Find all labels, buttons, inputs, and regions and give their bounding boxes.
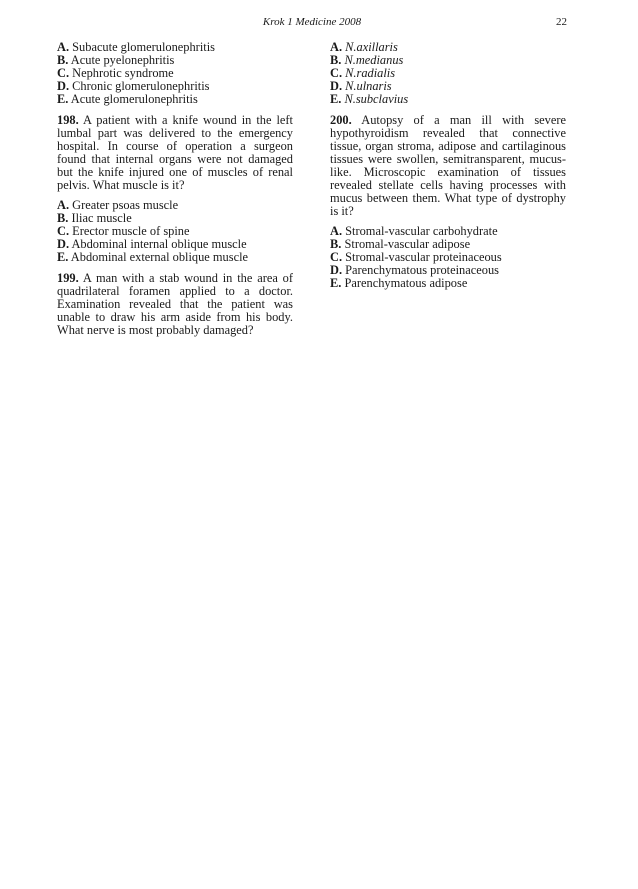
option-letter: B.	[57, 53, 69, 67]
option-letter: D.	[330, 263, 343, 277]
option-text: Erector muscle of spine	[72, 224, 190, 238]
q200-options	[330, 225, 566, 290]
option-text: Parenchymatous adipose	[344, 276, 468, 290]
option-text: N.ulnaris	[345, 79, 392, 93]
option-letter: E.	[57, 250, 69, 264]
option-e	[57, 93, 293, 106]
option-text: Acute glomerulonephritis	[70, 92, 198, 106]
option-e	[57, 251, 293, 264]
option-letter: D.	[330, 79, 343, 93]
option-text: Abdominal internal oblique muscle	[71, 237, 247, 251]
option-text: Nephrotic syndrome	[72, 66, 174, 80]
option-letter: B.	[330, 237, 342, 251]
option-text: Abdominal external oblique muscle	[70, 250, 249, 264]
option-letter: E.	[330, 276, 342, 290]
question-199	[57, 272, 293, 337]
option-letter: A.	[57, 40, 70, 54]
option-text: Greater psoas muscle	[72, 198, 179, 212]
option-letter: E.	[57, 92, 69, 106]
question-text: A patient with a knife wound in the left lumbal part was delivered to the emergency hospital. In course of operation a surgeon found that internal organs were not damaged but the knife injured one of muscles of renal pelvis. What muscle is it?	[57, 113, 294, 192]
option-letter: B.	[330, 53, 342, 67]
question-200	[330, 114, 566, 218]
question-number: 200.	[330, 113, 352, 127]
option-letter: E.	[330, 92, 342, 106]
question-text: A man with a stab wound in the area of quadrilateral foramen applied to a doctor. Examination revealed that the patient was unable to draw his arm aside from his body. What nerve is most probably damaged?	[57, 271, 293, 337]
option-letter: D.	[57, 237, 70, 251]
left-column	[57, 41, 293, 344]
question-number: 198.	[57, 113, 79, 127]
right-column	[330, 41, 566, 290]
option-letter: C.	[57, 66, 70, 80]
option-text: Chronic glomerulonephritis	[72, 79, 210, 93]
option-e	[330, 277, 566, 290]
option-letter: A.	[330, 40, 343, 54]
option-text: Iliac muscle	[71, 211, 132, 225]
option-text: Acute pyelonephritis	[70, 53, 175, 67]
option-text: N.radialis	[345, 66, 396, 80]
option-text: Subacute glomerulonephritis	[72, 40, 215, 54]
q197-options	[57, 41, 293, 106]
option-text: N.medianus	[344, 53, 404, 67]
option-text: Stromal-vascular adipose	[344, 237, 471, 251]
option-letter: D.	[57, 79, 70, 93]
option-text: N.subclavius	[344, 92, 409, 106]
option-text: N.axillaris	[345, 40, 398, 54]
q198-options	[57, 199, 293, 264]
option-text: Stromal-vascular carbohydrate	[345, 224, 498, 238]
option-letter: A.	[57, 198, 70, 212]
page-header	[57, 14, 567, 30]
option-e	[330, 93, 566, 106]
page-number: 22	[556, 16, 567, 28]
option-letter: C.	[57, 224, 70, 238]
option-text: Parenchymatous proteinaceous	[345, 263, 499, 277]
option-letter: B.	[57, 211, 69, 225]
option-text: Stromal-vascular proteinaceous	[345, 250, 502, 264]
question-number: 199.	[57, 271, 79, 285]
question-text: Autopsy of a man ill with severe hypothyroidism revealed that connective tissue, organ stroma, adipose and cartilaginous tissues were swollen, semitransparent, mucus-like. Microscopic examination of tissues revealed stellate cells having processes with mucus between them. What type of dystrophy is it?	[330, 113, 567, 218]
option-letter: C.	[330, 250, 343, 264]
q199-options	[330, 41, 566, 106]
question-198	[57, 114, 293, 192]
option-letter: C.	[330, 66, 343, 80]
option-letter: A.	[330, 224, 343, 238]
document-title: Krok 1 Medicine 2008	[262, 16, 362, 28]
